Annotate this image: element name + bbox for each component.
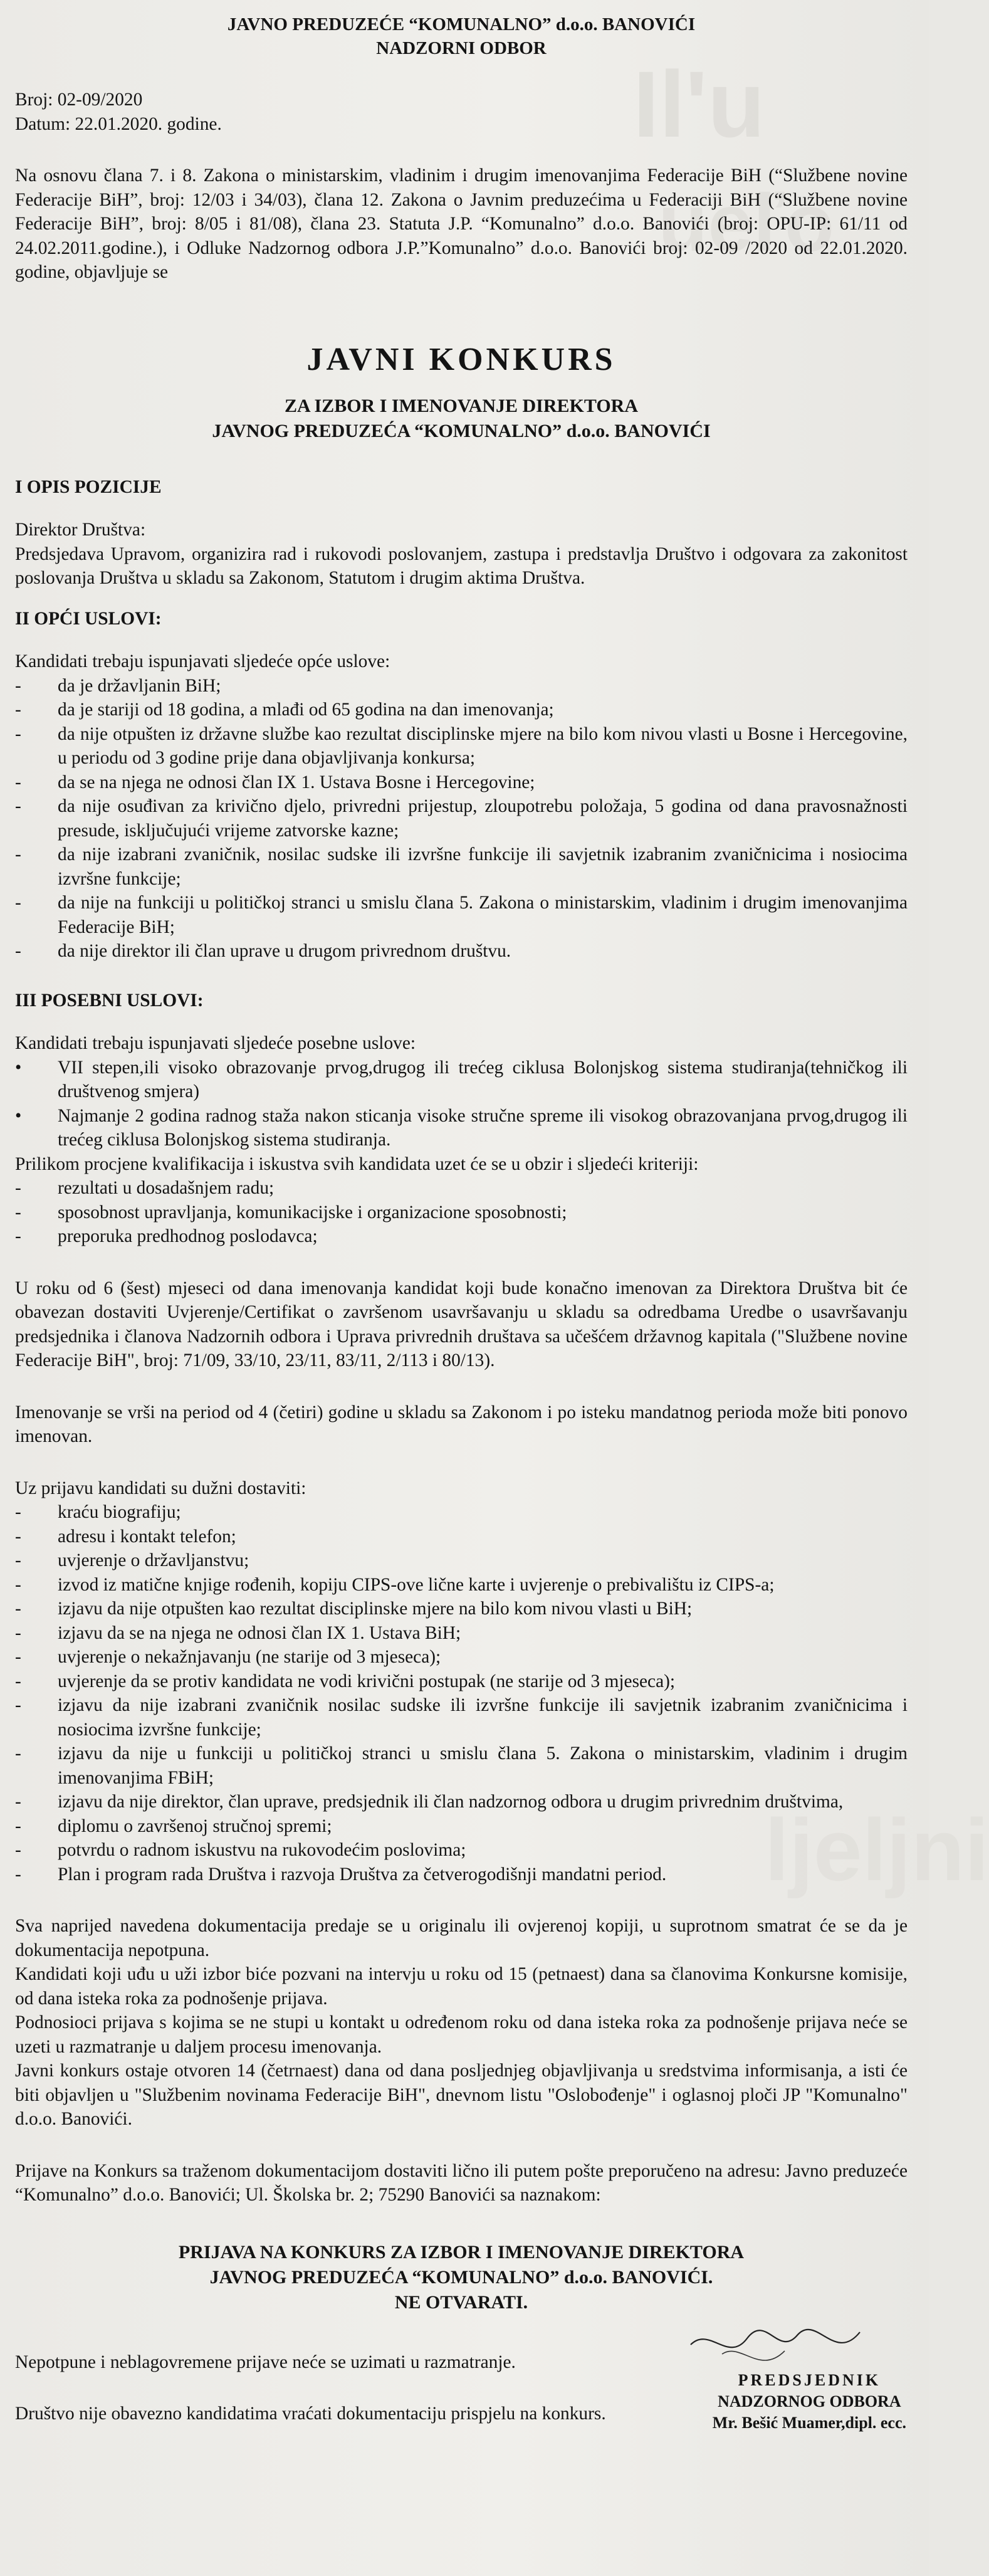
list-item: - da nije osuđivan za krivično djelo, privredni prijestup, zloupotrebu položaja, 5 godina od dana pravosnažnosti presude, isključujući vrijeme zatvorske kazne; [15,794,908,843]
list-item: - izjavu da nije otpušten kao rezultat disciplinske mjere na bilo kom nivou vlasti u BiH; [15,1597,908,1621]
general-conditions-intro: Kandidati trebaju ispunjavati sljedeće opće uslove: [15,651,390,671]
criteria-intro: Prilikom procjene kvalifikacija i iskustva svih kandidata uzet će se u obzir i sljedeći kriteriji: [15,1154,699,1174]
list-item: • Najmanje 2 godina radnog staža nakon sticanja visoke stručne spreme ili visokog obrazovanjana prvog,drugog ili trećeg ciklusa Bolonjskog sistema studiranja. [15,1104,908,1152]
list-item: - da je stariji od 18 godina, a mlađi od 65 godina na dan imenovanja; [15,698,908,722]
list-item: - Plan i program rada Društva i razvoja Društva za četverogodišnji mandatni period. [15,1863,908,1887]
section-heading-general: II OPĆI USLOVI: [15,608,162,629]
list-item: - adresu i kontakt telefon; [15,1525,908,1549]
training-paragraph: U roku od 6 (šest) mjeseci od dana imenovanja kandidat koji bude konačno imenovan za Direktora Društva bit će obavezan dostaviti Uvjerenje/Certifikat o završenom usavršavanju u skladu sa odredbama Uredbe o usavršavanju predsjednika i članova Nadzornih odbora i Uprava privrednih društava sa učešćem državnog kapitala ("Službene novine Federacije BiH", broj: 71/09, 33/10, 23/11, 83/11, 2/113 i 80/13). [15,1278,908,1370]
criteria-list [15,1176,908,1249]
org-heading: JAVNO PREDUZEĆE “KOMUNALNO” d.o.o. BANOVIĆI [227,14,696,34]
list-item: - da je državljanin BiH; [15,674,908,698]
subtitle-line-2: JAVNOG PREDUZEĆA “KOMUNALNO” d.o.o. BANOVIĆI [212,420,711,441]
legal-preamble: Na osnovu člana 7. i 8. Zakona o ministarskim, vladinim i drugim imenovanjima Federacije BiH (“Službene novine Federacije BiH”, broj: 12/03 i 34/03), člana 12. Zakona o Javnim preduzećima u Federaciji BiH (“Službene novine Federacije BiH”, broj: 8/05 i 81/08), člana 23. Statuta J.P. “Komunalno” d.o.o. Banovići (broj: OPU-IP: 61/11 od 24.02.2011.godine.), i Odluke Nadzornog odbora J.P.”Komunalno” d.o.o. Banovići broj: 02-09 /2020 od 22.01.2020. godine, objavljuje se [15,166,908,282]
list-item: - uvjerenje o državljanstvu; [15,1548,908,1573]
list-item: - da nije otpušten iz državne službe kao rezultat disciplinske mjere na bilo kom nivou vlasti u Bosne i Hercegovine, u periodu od 3 godine prije dana objavljivanja konkursa; [15,722,908,770]
section-heading-position: I OPIS POZICIJE [15,476,162,497]
documents-list [15,1500,908,1886]
envelope-label-line-2: JAVNOG PREDUZEĆA “KOMUNALNO” d.o.o. BANOVIĆI. [209,2266,713,2288]
notice-body [15,8,908,2426]
bleed-through-graphic: ueľo [658,177,835,268]
list-item: - uvjerenje da se protiv kandidata ne vodi krivični postupak (ne starije od 3 mjeseca); [15,1669,908,1694]
list-item: • VII stepen,ili visoko obrazovanje prvog,drugog ili trećeg ciklusa Bolonjskog sistema studiranja(tehničkog ili društvenog smjera) [15,1056,908,1104]
board-heading: NADZORNI ODBOR [376,38,547,58]
bleed-through-graphic: ljeljni [765,1801,989,1899]
list-item: - izjavu da nije direktor, član uprave, predsjednik ili član nadzornog odbora u drugim privrednim društvima, [15,1790,908,1814]
closing-paragraph: Podnosioci prijava s kojima se ne stupi u kontakt u određenom roku od dana isteka roka za podnošenje prijava neće se uzeti u razmatranje u daljem procesu imenovanja. [15,2012,908,2057]
list-item: - uvjerenje o nekažnjavanju (ne starije od 3 mjeseca); [15,1645,908,1669]
subtitle-line-1: ZA IZBOR I IMENOVANJE DIREKTORA [284,395,638,416]
envelope-label-line-1: PRIJAVA NA KONKURS ZA IZBOR I IMENOVANJE DIREKTORA [178,2241,745,2263]
closing-paragraph: Sva naprijed navedena dokumentacija predaje se u originalu ili ovjerenoj kopiji, u suprotnom smatrat će se da je dokumentacija nepotpuna. [15,1916,908,1960]
signer-board: NADZORNOG ODBORA [718,2392,901,2410]
list-item: - diplomu o završenoj stručnoj spremi; [15,1814,908,1839]
general-conditions-list [15,674,908,964]
list-item: - izjavu da nije u funkciji u političkoj stranci u smislu člana 5. Zakona o ministarskim, vladinim i drugim imenovanjima FBiH; [15,1742,908,1790]
position-title: Direktor Društva: [15,520,146,540]
list-item: - izjavu da nije izabrani zvaničnik nosilac sudske ili izvršne funkcije ili savjetnik izabranim zvaničnicima i nosiocima izvršne funkcije; [15,1693,908,1742]
signer-name: Mr. Bešić Muamer,dipl. ecc. [712,2414,906,2432]
term-paragraph: Imenovanje se vrši na period od 4 (četiri) godine u skladu sa Zakonom i po isteku mandatnog perioda može biti ponovo imenovan. [15,1402,908,1446]
signature-block [713,2370,906,2434]
special-conditions-intro: Kandidati trebaju ispunjavati sljedeće posebne uslove: [15,1033,416,1053]
list-item: - kraću biografiju; [15,1500,908,1525]
list-item: - izjavu da se na njega ne odnosi član IX 1. Ustava BiH; [15,1621,908,1646]
document-number: Broj: 02-09/2020 [15,90,143,110]
list-item: - da nije izabrani zvaničnik, nosilac sudske ili izvršne funkcije ili savjetnik izabranim zvaničnicima i nosiocima izvršne funkcije; [15,843,908,891]
list-item: - da nije na funkciji u političkoj stranci u smislu člana 5. Zakona o ministarskim, vladinim i drugim imenovanjima Federacije BiH; [15,891,908,939]
list-item: - da se na njega ne odnosi član IX 1. Ustava Bosne i Hercegovine; [15,770,908,795]
signer-title: PREDSJEDNIK [738,2371,881,2389]
list-item: - preporuka predhodnog poslodavca; [15,1224,908,1249]
documents-intro: Uz prijavu kandidati su dužni dostaviti: [15,1478,306,1498]
document-date: Datum: 22.01.2020. godine. [15,113,222,134]
position-description: Predsjedava Upravom, organizira rad i rukovodi poslovanjem, zastupa i predstavlja Društvo i odgovara za zakonitost poslovanja Društva u skladu sa Zakonom, Statutom i drugim aktima Društva. [15,544,908,588]
envelope-label-line-3: NE OTVARATI. [394,2291,528,2313]
special-conditions-list [15,1056,908,1152]
section-heading-special: III POSEBNI USLOVI: [15,990,204,1011]
closing-paragraph: Javni konkurs ostaje otvoren 14 (četrnaest) dana od dana posljednjeg objavljivanja u sredstvima informisanja, a isti će biti objavljen u "Službenim novinama Federacije BiH", dnevnom listu "Oslobođenje" i oglasnoj ploči JP "Komunalno" d.o.o. Banovići. [15,2061,908,2129]
list-item: - potvrdu o radnom iskustvu na rukovodećim poslovima; [15,1838,908,1863]
closing-paragraph: Kandidati koji uđu u uži izbor biće pozvani na intervju u roku od 15 (petnaest) dana sa članovima Konkursne komisije, od dana isteka roka za podnošenje prijava. [15,1964,908,2009]
list-item: - da nije direktor ili član uprave u drugom privrednom društvu. [15,939,908,964]
page-title: JAVNI KONKURS [306,341,616,377]
bleed-through-graphic: Il'u [633,51,765,157]
address-paragraph: Prijave na Konkurs sa traženom dokumentacijom dostaviti lično ili putem pošte preporučeno na adresu: Javno preduzeće “Komunalno” d.o.o. Banovići; Ul. Školska br. 2; 75290 Banovići sa naznakom: [15,2160,908,2205]
list-item: - izvod iz matične knjige rođenih, kopiju CIPS-ove lične karte i uvjerenje o prebivalištu iz CIPS-a; [15,1573,908,1597]
incomplete-applications-note: Nepotpune i neblagovremene prijave neće se uzimati u razmatranje. [15,2352,516,2372]
list-item: - rezultati u dosadašnjem radu; [15,1176,908,1201]
list-item: - sposobnost upravljanja, komunikacijske i organizacione sposobnosti; [15,1201,908,1225]
documents-return-note: Društvo nije obavezno kandidatima vraćati dokumentaciju prispjelu na konkurs. [15,2404,606,2424]
